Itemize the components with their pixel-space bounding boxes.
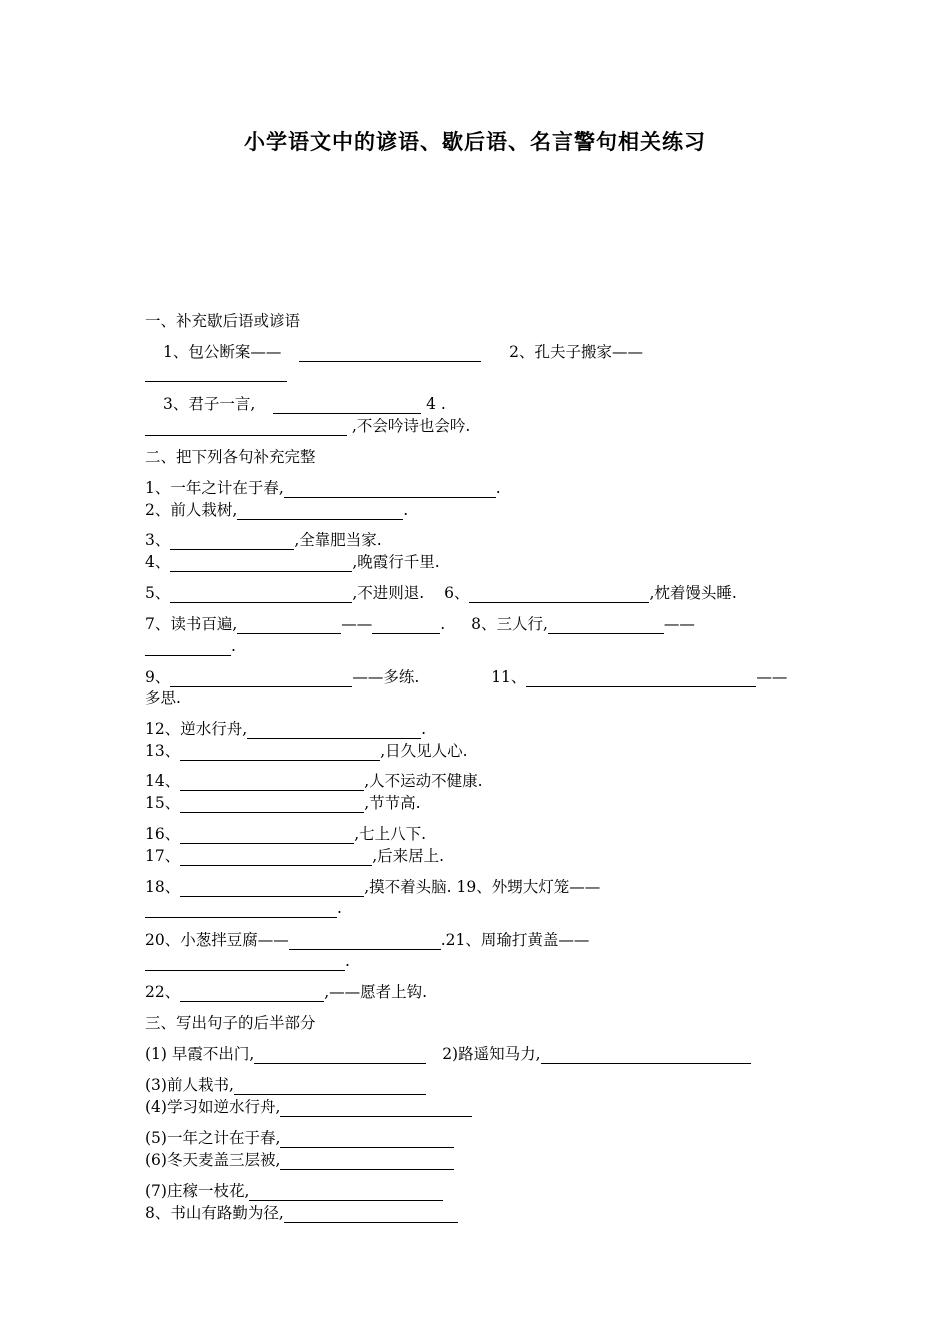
section-1-line-2	[163, 394, 446, 414]
answer-blank[interactable]	[247, 723, 421, 739]
s3-item-8: 8、书山有路勤为径,	[145, 1203, 458, 1223]
s2-item-15: 15、 ,节节高.	[145, 794, 421, 812]
answer-blank[interactable]	[180, 775, 364, 791]
s3-item-5: (5)一年之计在于春,	[145, 1128, 454, 1148]
answer-blank[interactable]	[299, 346, 481, 362]
section-1-line-1-wrap	[145, 362, 287, 382]
s2-item-20-21: 20、小葱拌豆腐—— .21、周瑜打黄盖——	[145, 931, 590, 949]
section-1-line-1	[163, 342, 643, 362]
answer-blank[interactable]	[289, 934, 441, 950]
answer-blank[interactable]	[280, 1154, 454, 1170]
answer-blank[interactable]	[145, 955, 345, 971]
answer-blank[interactable]	[273, 398, 421, 414]
s2-item-1: 1、一年之计在于春, .	[145, 479, 501, 497]
section-3-heading: 三、写出句子的后半部分	[145, 1014, 316, 1032]
section-1-line-3	[145, 416, 470, 436]
answer-blank[interactable]	[180, 828, 354, 844]
s2-item-12: 12、逆水行舟, .	[145, 720, 427, 738]
s2-item-3: 3、 ,全靠肥当家.	[145, 531, 382, 549]
answer-blank[interactable]	[237, 618, 341, 634]
section-2-heading: 二、把下列各句补充完整	[145, 448, 316, 466]
answer-blank[interactable]	[280, 1132, 454, 1148]
s2-item-14: 14、 ,人不运动不健康.	[145, 772, 483, 790]
s3-item-4: (4)学习如逆水行舟,	[145, 1097, 472, 1117]
answer-blank[interactable]	[469, 587, 649, 603]
answer-blank[interactable]	[180, 797, 364, 813]
s3-item-3: (3)前人栽书,	[145, 1075, 426, 1095]
answer-blank[interactable]	[170, 587, 352, 603]
s2-item-9-11: 9、 ——多练. 11、 ——	[145, 668, 788, 686]
section-1-heading: 一、补充歇后语或谚语	[145, 312, 301, 330]
answer-blank[interactable]	[548, 618, 664, 634]
answer-blank[interactable]	[170, 534, 294, 550]
answer-blank[interactable]	[180, 986, 324, 1002]
s3-item-6: (6)冬天麦盖三层被,	[145, 1150, 454, 1170]
s2-item-8-wrap: .	[145, 636, 236, 656]
s2-item-11-wrap: 多思.	[145, 689, 181, 707]
s2-item-5-6: 5、 ,不进则退. 6、 ,枕着馒头睡.	[145, 584, 737, 602]
answer-blank[interactable]	[237, 504, 403, 520]
s2-item-18-19: 18、 ,摸不着头脑. 19、外甥大灯笼——	[145, 878, 601, 896]
answer-blank[interactable]	[372, 618, 440, 634]
question-text: 3、君子一言,	[163, 395, 256, 413]
answer-blank[interactable]	[145, 420, 347, 436]
answer-blank[interactable]	[145, 366, 287, 382]
answer-blank[interactable]	[234, 1079, 426, 1095]
s2-item-19-wrap: .	[145, 898, 342, 918]
answer-blank[interactable]	[284, 482, 496, 498]
s3-item-1-2: (1) 早霞不出门, 2)路遥知马力,	[145, 1044, 751, 1064]
s2-item-16: 16、 ,七上八下.	[145, 825, 427, 843]
answer-blank[interactable]	[254, 1048, 426, 1064]
answer-blank[interactable]	[180, 881, 364, 897]
s2-item-17: 17、 ,后来居上.	[145, 847, 445, 865]
s2-item-21-wrap: .	[145, 951, 350, 971]
answer-blank[interactable]	[145, 640, 231, 656]
answer-blank[interactable]	[249, 1185, 443, 1201]
answer-blank[interactable]	[541, 1048, 751, 1064]
question-text: 4 .	[426, 395, 446, 413]
answer-blank[interactable]	[180, 745, 380, 761]
question-text: ,不会吟诗也会吟.	[351, 417, 471, 435]
answer-blank[interactable]	[145, 902, 337, 918]
answer-blank[interactable]	[280, 1101, 472, 1117]
answer-blank[interactable]	[526, 671, 756, 687]
answer-blank[interactable]	[284, 1207, 458, 1223]
question-text: 2、孔夫子搬家——	[509, 343, 643, 361]
s2-item-22: 22、 ,——愿者上钩.	[145, 983, 428, 1001]
s2-item-13: 13、 ,日久见人心.	[145, 742, 468, 760]
s2-item-2: 2、前人栽树, .	[145, 501, 409, 519]
question-text: 1、包公断案——	[163, 343, 282, 361]
page-title: 小学语文中的谚语、歇后语、名言警句相关练习	[244, 129, 706, 154]
s2-item-7-8: 7、读书百遍, —— . 8、三人行, ——	[145, 615, 695, 633]
s2-item-4: 4、 ,晚霞行千里.	[145, 553, 440, 571]
s3-item-7: (7)庄稼一枝花,	[145, 1181, 443, 1201]
answer-blank[interactable]	[170, 671, 352, 687]
answer-blank[interactable]	[170, 556, 352, 572]
answer-blank[interactable]	[180, 850, 372, 866]
